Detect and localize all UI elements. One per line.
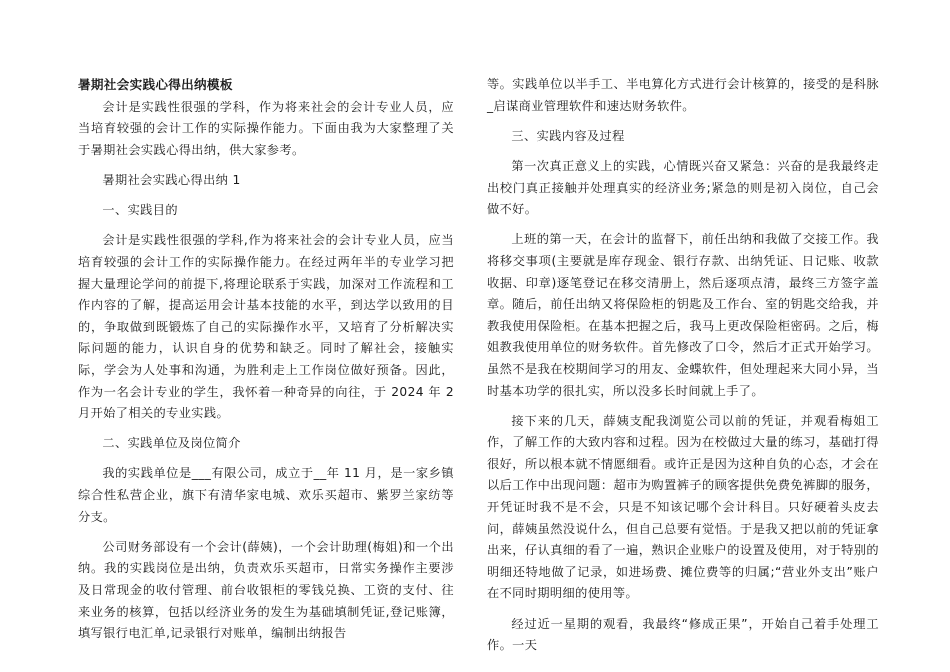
document-title: 暑期社会实践心得出纳模板 — [78, 77, 233, 92]
first-practice-paragraph: 第一次真正意义上的实践，心情既兴奋又紧急：兴奋的是我最终走出校门真正接触并处理真实的经济业务;紧急的则是初入岗位，自己会做不好。 — [487, 158, 879, 217]
intro-paragraph: 会计是实践性很强的学科，作为将来社会的会计专业人员，应当培育较强的会计工作的实际操作能力。下面由我为大家整理了关于暑期社会实践心得出纳，供大家参考。 — [78, 99, 454, 157]
continued-paragraph: 等。实践单位以半手工、半电算化方式进行会计核算的，接受的是科脉_启谋商业管理软件和速达财务软件。 — [487, 77, 879, 113]
section-heading-unit: 二、实践单位及岗位简介 — [102, 436, 241, 451]
unit-paragraph: 我的实践单位是___有限公司，成立于__年 11 月，是一家乡镇综合性私营企业，旗下有清华家电城、欢乐买超市、紫罗兰家纺等分支。 — [78, 466, 454, 524]
first-day-paragraph: 上班的第一天，在会计的监督下，前任出纳和我做了交接工作。我将移交事项(主要就是库存现金、银行存款、出纳凭证、日记账、收款收据、印章)逐笔登记在移交清册上，然后逐项点清，最终三方签字盖章。随后，前任出纳又将保险柜的钥匙及工作台、室的钥匙交给我，并教我使用保险柜。在基本把握之后，我马上更改保险柜密码。之后，梅姐教我使用单位的财务软件。首先修改了口令，然后才正式开始学习。虽然不是我在校期间学习的用友、金蝶软件，但处理起来大同小异，当时基本功学的很扎实，所以没多长时间就上手了。 — [487, 232, 879, 398]
section-heading-practice-1: 暑期社会实践心得出纳 1 — [102, 172, 241, 187]
week-later-paragraph: 经过近一星期的观看，我最终“修成正果”，开始自己着手处理工作。一天 — [487, 616, 879, 653]
section-heading-purpose: 一、实践目的 — [102, 203, 178, 218]
right-column — [487, 74, 879, 665]
following-days-paragraph: 接下来的几天，薛姨支配我浏览公司以前的凭证，并观看梅姐工作，了解工作的大致内容和过程。因为在校做过大量的练习，基础打得很好，所以根本就不情愿细看。或许正是因为这种自负的心态，才会在以后工作中出现问题：超市为购置裤子的顾客提供免费免裤脚的服务，开凭证时我不是不会，只是不知该记哪个会计科目。只好硬着头皮去问，薛姨虽然没说什么，但自己总要有觉悟。于是我又把以前的凭证拿出来，仔认真细的看了一遍，熟识企业账户的设置及使用，对于特别的明细还特地做了记录，如进场费、摊位费等的归属;“营业外支出”账户在不同时期明细的使用等。 — [487, 413, 879, 601]
finance-dept-paragraph: 公司财务部设有一个会计(薛姨)，一个会计助理(梅姐)和一个出纳。我的实践岗位是出纳，负责欢乐买超市，日常实务操作主要涉及日常现金的收付管理、前台收银柜的零钱兑换、工资的支付、往来业务的核算，包括以经济业务的发生为基础填制凭证,登记账簿，填写银行电汇单,记录银行对账单，编制出纳报告 — [78, 539, 454, 641]
left-column — [78, 74, 454, 653]
section-heading-content: 三、实践内容及过程 — [511, 128, 625, 143]
purpose-paragraph: 会计是实践性很强的学科,作为将来社会的会计专业人员，应当培育较强的会计工作的实际操作能力。在经过两年半的专业学习把握大量理论学问的前提下,将理论联系于实践，加深对工作流程和工作内容的了解，提高运用会计基本技能的水平，到达学以致用的目的，争取做到既锻炼了自己的实际操作水平，又培育了分析解决实际问题的能力，认识自身的优势和缺乏。同时了解社会，接触实际，学会为人处事和沟通，为胜利走上工作岗位做好预备。因此，作为一名会计专业的学生，我怀着一种奇异的向往，于 2024 年 2 月开始了相关的专业实践。 — [78, 233, 454, 421]
